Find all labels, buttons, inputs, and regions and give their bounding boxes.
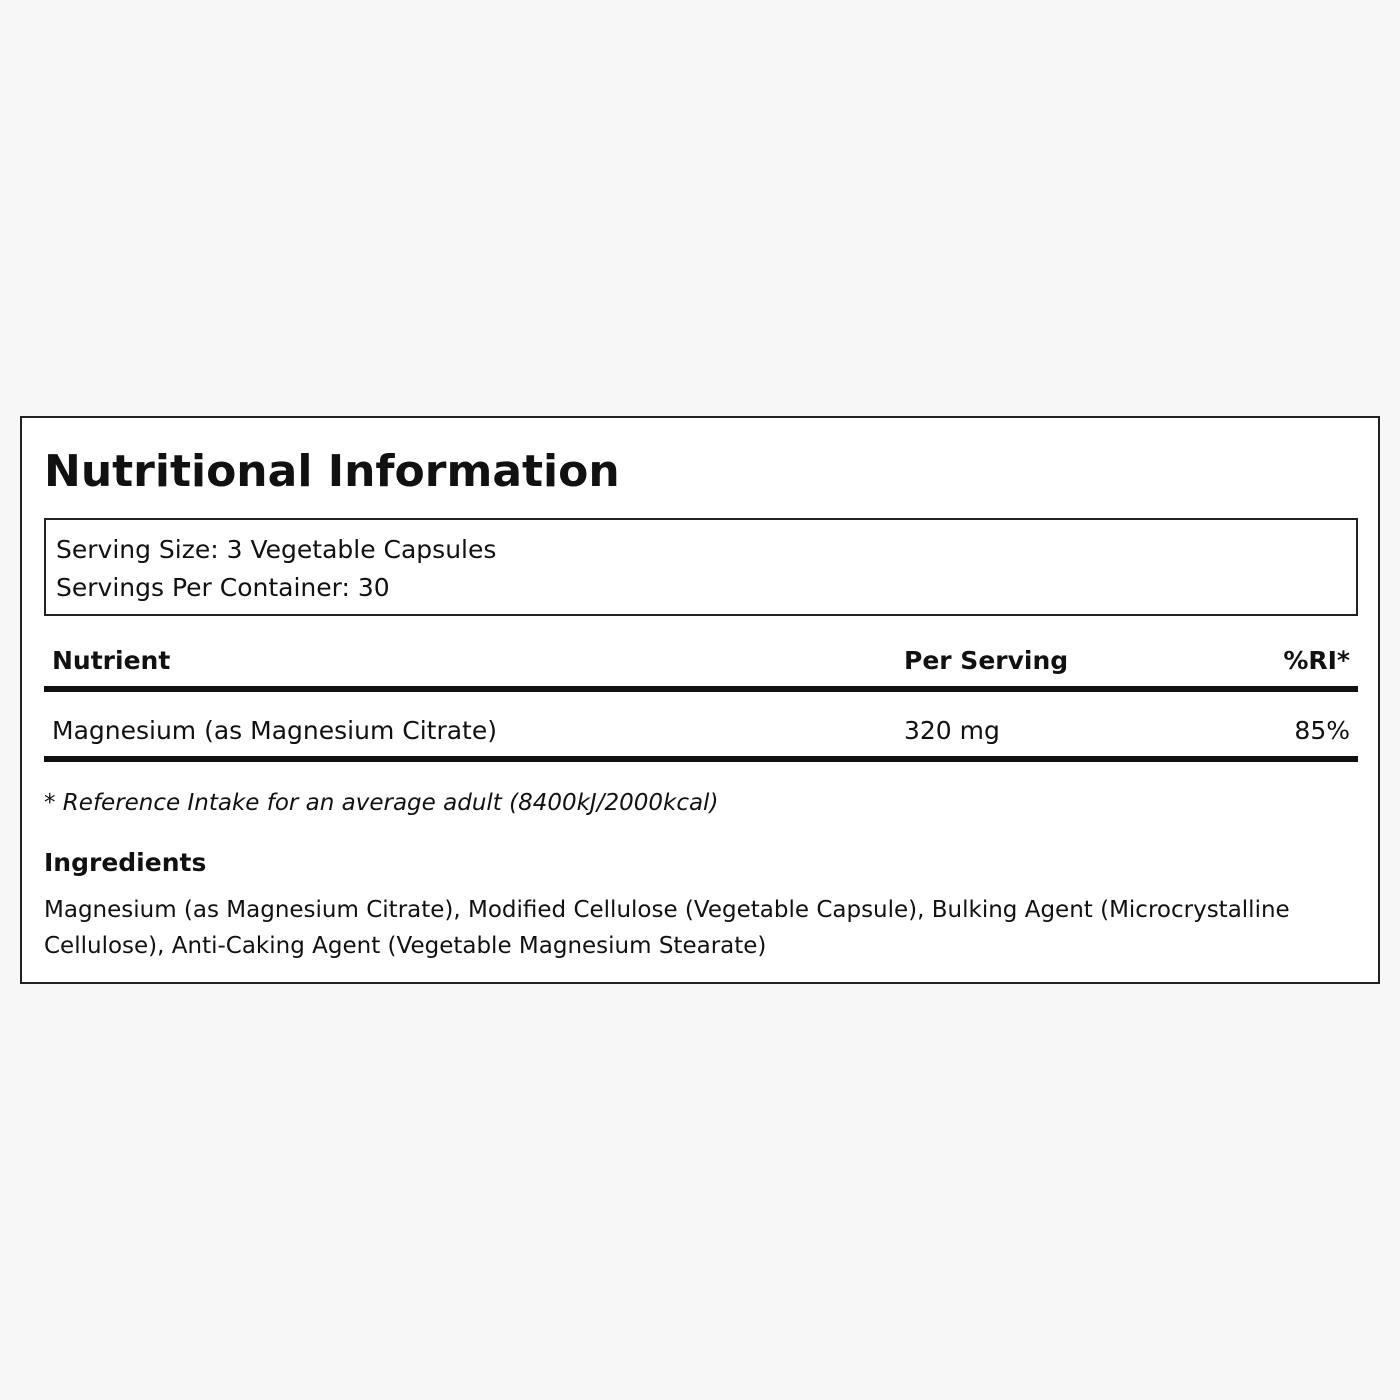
- nutrient-ri: 85%: [1294, 716, 1350, 745]
- nutrient-name: Magnesium (as Magnesium Citrate): [52, 716, 497, 745]
- table-bottom-divider: [44, 756, 1358, 762]
- table-header-divider: [44, 686, 1358, 692]
- label-title: Nutritional Information: [44, 446, 620, 497]
- servings-per-container: Servings Per Container: 30: [56, 573, 390, 602]
- ingredients-text: Magnesium (as Magnesium Citrate), Modified Cellulose (Vegetable Capsule), Bulking Agent (Microcrystalline Cellulose), Anti-Caking Agent (Vegetable Magnesium Stearate): [44, 897, 1290, 959]
- serving-size: Serving Size: 3 Vegetable Capsules: [56, 535, 497, 564]
- header-ri: %RI*: [1283, 646, 1350, 675]
- ingredients-heading: Ingredients: [44, 848, 207, 877]
- nutrient-per-serving: 320 mg: [904, 716, 1000, 745]
- ri-footnote: * Reference Intake for an average adult (8400kJ/2000kcal): [44, 790, 719, 816]
- header-nutrient: Nutrient: [52, 646, 171, 675]
- nutrition-label-panel: [20, 416, 1380, 984]
- serving-info-box: [44, 518, 1358, 616]
- header-per-serving: Per Serving: [904, 646, 1069, 675]
